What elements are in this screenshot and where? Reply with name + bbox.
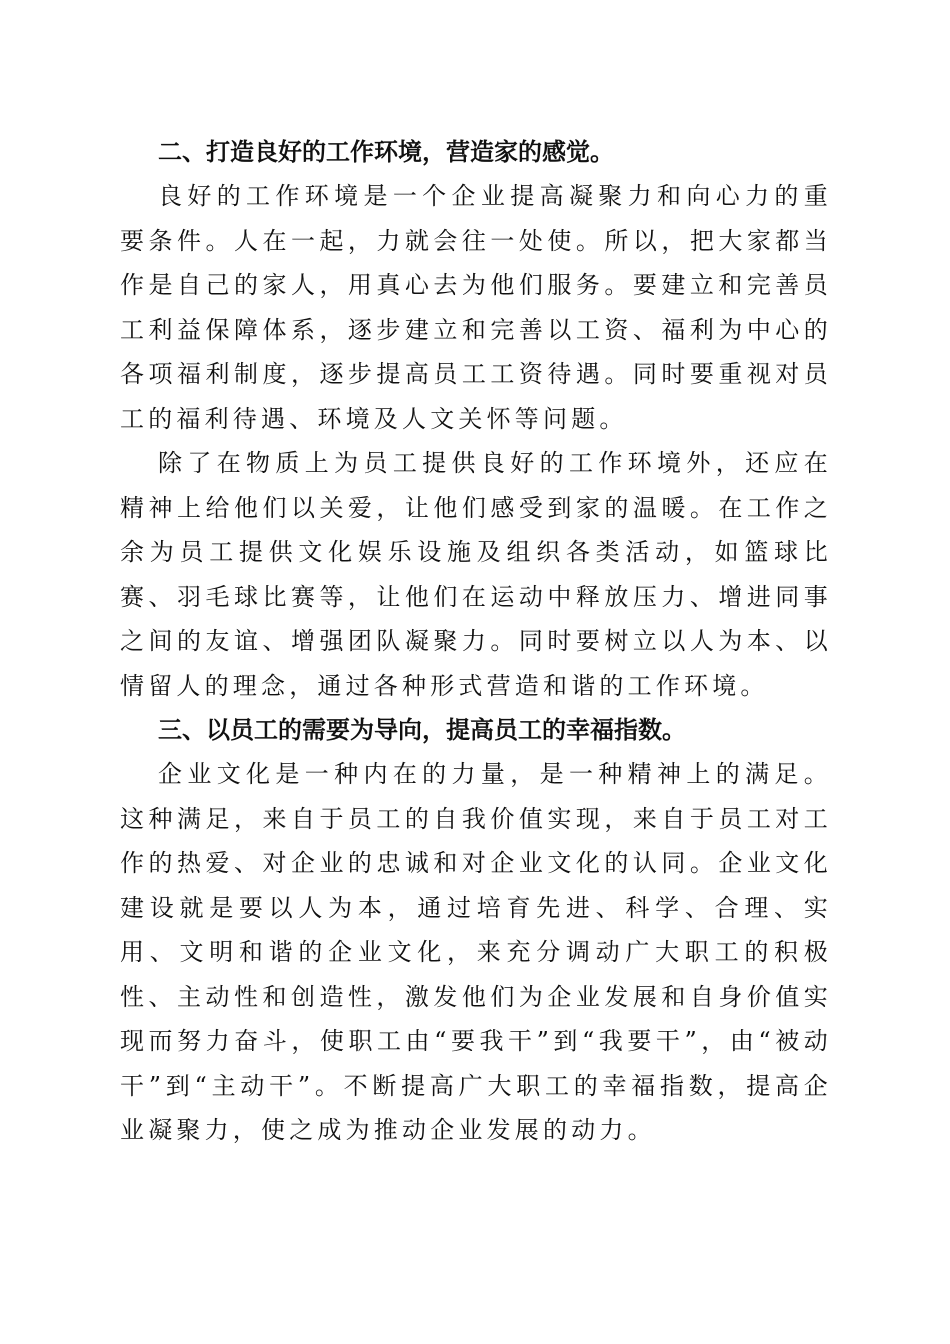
section-heading-employee-needs: 三、以员工的需要为导向，提高员工的幸福指数。 <box>158 716 686 744</box>
paragraph-spiritual-care: 除了在物质上为员工提供良好的工作环境外，还应在精神上给他们以关爱，让他们感受到家的温暖。在工作之余为员工提供文化娱乐设施及组织各类活动，如篮球比赛、羽毛球比赛等，让他们在运动中释放压力、增进同事之间的友谊、增强团队凝聚力。同时要树立以人为本、以情留人的理念，通过各种形式营造和谐的工作环境。 <box>120 449 832 700</box>
section-heading-work-environment: 二、打造良好的工作环境，营造家的感觉。 <box>158 138 614 166</box>
paragraph-corporate-culture: 企业文化是一种内在的力量，是一种精神上的满足。这种满足，来自于员工的自我价值实现，来自于员工对工作的热爱、对企业的忠诚和对企业文化的认同。企业文化建设就是要以人为本，通过培育先进、科学、合理、实用、文明和谐的企业文化，来充分调动广大职工的积极性、主动性和创造性，激发他们为企业发展和自身价值实现而努力奋斗，使职工由“要我干”到“我要干”，由“被动干”到“主动干”。不断提高广大职工的幸福指数，提高企业凝聚力，使之成为推动企业发展的动力。 <box>120 760 832 1144</box>
paragraph-work-environment: 良好的工作环境是一个企业提高凝聚力和向心力的重要条件。人在一起，力就会往一处使。所以，把大家都当作是自己的家人，用真心去为他们服务。要建立和完善员工利益保障体系，逐步建立和完善以工资、福利为中心的各项福利制度，逐步提高员工工资待遇。同时要重视对员工的福利待遇、环境及人文关怀等问题。 <box>120 182 832 433</box>
document-body <box>120 130 832 1153</box>
